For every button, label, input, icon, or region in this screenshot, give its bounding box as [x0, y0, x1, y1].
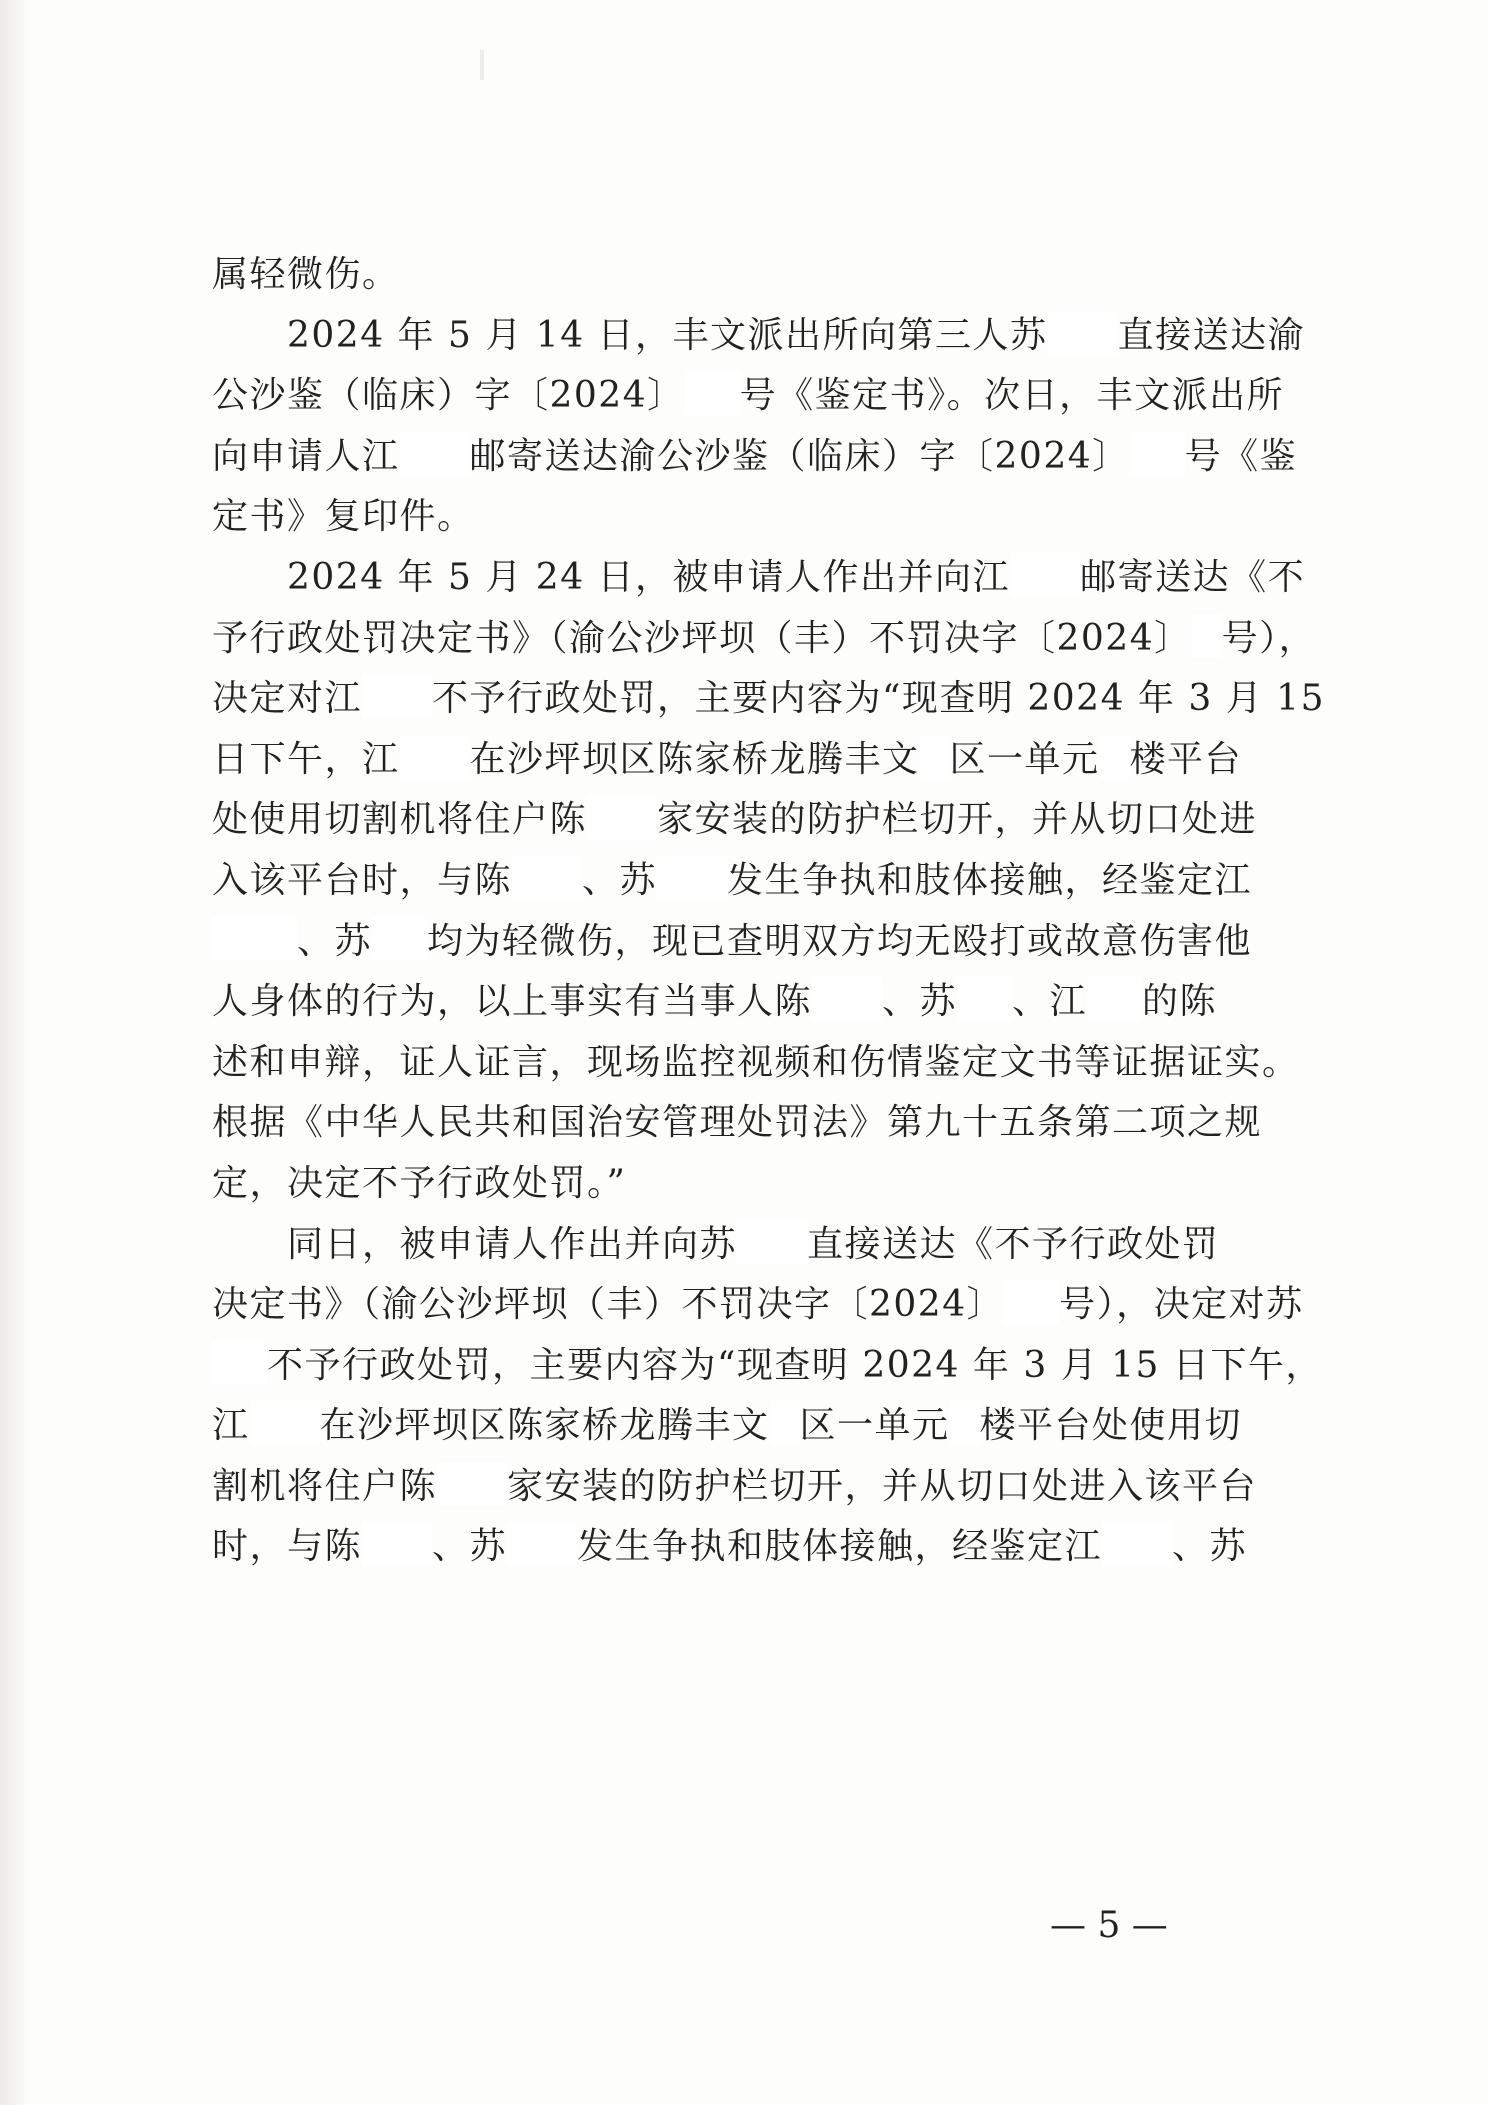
text-line [212, 487, 1302, 548]
document-body [212, 245, 1325, 1578]
text-line [212, 427, 1302, 488]
redaction-block [372, 917, 427, 961]
text-segment: 在沙坪坝区陈家桥龙腾丰文 [319, 1405, 770, 1447]
redaction-block [512, 856, 582, 900]
page-number: — 5 — [1050, 1905, 1168, 1946]
redaction-block [950, 1401, 980, 1445]
text-segment: 号《鉴 [1184, 435, 1298, 477]
text-segment: 不予行政处罚，主要内容为“现查明 2024 年 3 月 15 日下午， [267, 1344, 1323, 1386]
text-line [212, 669, 1325, 730]
text-line [212, 730, 1302, 791]
text-segment: 决定对江 [212, 678, 363, 720]
text-segment: 割机将住户陈 [212, 1465, 438, 1507]
text-line [212, 1093, 1302, 1154]
scan-artifact [480, 50, 484, 80]
redaction-block [250, 1401, 320, 1445]
text-segment: 定书》复印件。 [212, 496, 475, 538]
text-segment: 楼平台 [1129, 738, 1243, 780]
text-line [212, 790, 1302, 851]
text-line [212, 1517, 1302, 1578]
redaction-block [920, 735, 950, 779]
redaction-block [1004, 1280, 1059, 1324]
text-segment: 、苏 [1172, 1526, 1248, 1568]
text-line [212, 1275, 1302, 1336]
text-line [212, 245, 1302, 306]
text-line [212, 1336, 1323, 1397]
text-segment: 直接送达渝 [1117, 314, 1306, 356]
redaction-block [587, 795, 657, 839]
text-segment: 家安装的防护栏切开，并从切口处进 [657, 799, 1258, 841]
text-line [212, 609, 1317, 670]
text-line [212, 306, 1306, 367]
text-line [212, 972, 1302, 1033]
text-segment: 家安装的防护栏切开，并从切口处进入该平台 [507, 1465, 1258, 1507]
text-line [212, 1215, 1302, 1276]
text-segment: 江 [212, 1405, 250, 1447]
text-segment: 、江 [1012, 981, 1088, 1023]
redaction-block [770, 1401, 800, 1445]
text-segment: 日下午，江 [212, 738, 400, 780]
text-segment: 处使用切割机将住户陈 [212, 799, 588, 841]
text-line [212, 548, 1306, 609]
text-segment: 2024 年 5 月 24 日，被申请人作出并向江 [212, 556, 1011, 598]
text-segment: 楼平台处使用切 [979, 1405, 1243, 1447]
text-segment: 直接送达《不予行政处罚 [807, 1223, 1220, 1265]
text-segment: 述和申辩，证人证言，现场监控视频和伤情鉴定文书等证据证实。 [212, 1041, 1300, 1083]
redaction-block [1192, 614, 1222, 658]
text-line [212, 1033, 1302, 1094]
text-segment: 在沙坪坝区陈家桥龙腾丰文 [469, 738, 920, 780]
redaction-block [1048, 311, 1118, 355]
redaction-block [400, 735, 470, 779]
text-segment: 邮寄送达渝公沙鉴（临床）字〔2024〕 [469, 435, 1130, 477]
text-segment: 向申请人江 [212, 435, 400, 477]
text-segment: 、苏 [882, 981, 958, 1023]
text-segment: 2024 年 5 月 14 日，丰文派出所向第三人苏 [212, 314, 1048, 356]
redaction-block [362, 1522, 432, 1566]
text-segment: 号），决定对苏 [1059, 1284, 1304, 1326]
text-segment: 号）， [1221, 617, 1317, 659]
redaction-block [362, 674, 432, 718]
text-segment: 、苏 [582, 859, 658, 901]
text-segment: 邮寄送达《不 [1080, 556, 1306, 598]
text-segment: 决定书》（渝公沙坪坝（丰）不罚决字〔2024〕 [212, 1284, 1005, 1326]
text-segment: 同日，被申请人作出并向苏 [212, 1223, 738, 1265]
redaction-block [1100, 735, 1130, 779]
text-segment: 时，与陈 [212, 1526, 363, 1568]
text-segment: 发生争执和肢体接触，经鉴定江 [727, 859, 1253, 901]
redaction-block [212, 1341, 267, 1385]
text-segment: 、苏 [432, 1526, 508, 1568]
redaction-block [1130, 432, 1185, 476]
scan-edge [0, 0, 30, 2105]
text-line [212, 1154, 1302, 1215]
text-line [212, 1457, 1302, 1518]
text-segment: 人身体的行为，以上事实有当事人陈 [212, 981, 813, 1023]
redaction-block [657, 856, 727, 900]
text-segment: 公沙鉴（临床）字〔2024〕 [212, 375, 685, 417]
text-segment: 区一单元 [949, 738, 1100, 780]
redaction-block [1010, 553, 1080, 597]
redaction-block [212, 917, 297, 961]
text-segment: 的陈 [1142, 981, 1218, 1023]
text-segment: 发生争执和肢体接触，经鉴定江 [577, 1526, 1103, 1568]
text-segment: 根据《中华人民共和国治安管理处罚法》第九十五条第二项之规 [212, 1102, 1263, 1144]
text-segment: 不予行政处罚，主要内容为“现查明 2024 年 3 月 15 [432, 678, 1325, 720]
redaction-block [507, 1522, 577, 1566]
text-line [212, 851, 1302, 912]
text-line [212, 1396, 1302, 1457]
text-segment: 、苏 [297, 920, 373, 962]
redaction-block [685, 371, 740, 415]
redaction-block [400, 432, 470, 476]
text-line [212, 912, 1302, 973]
text-segment: 区一单元 [799, 1405, 950, 1447]
redaction-block [812, 977, 882, 1021]
text-segment: 号《鉴定书》。次日，丰文派出所 [739, 375, 1285, 417]
text-line [212, 366, 1302, 427]
redaction-block [957, 977, 1012, 1021]
text-segment: 入该平台时，与陈 [212, 859, 513, 901]
redaction-block [1087, 977, 1142, 1021]
text-segment: 予行政处罚决定书》（渝公沙坪坝（丰）不罚决字〔2024〕 [212, 617, 1192, 659]
redaction-block [1102, 1522, 1172, 1566]
redaction-block [437, 1462, 507, 1506]
text-segment: 属轻微伤。 [212, 254, 400, 295]
text-segment: 均为轻微伤，现已查明双方均无殴打或故意伤害他 [427, 920, 1253, 962]
text-segment: 定，决定不予行政处罚。” [212, 1162, 627, 1204]
redaction-block [737, 1220, 807, 1264]
